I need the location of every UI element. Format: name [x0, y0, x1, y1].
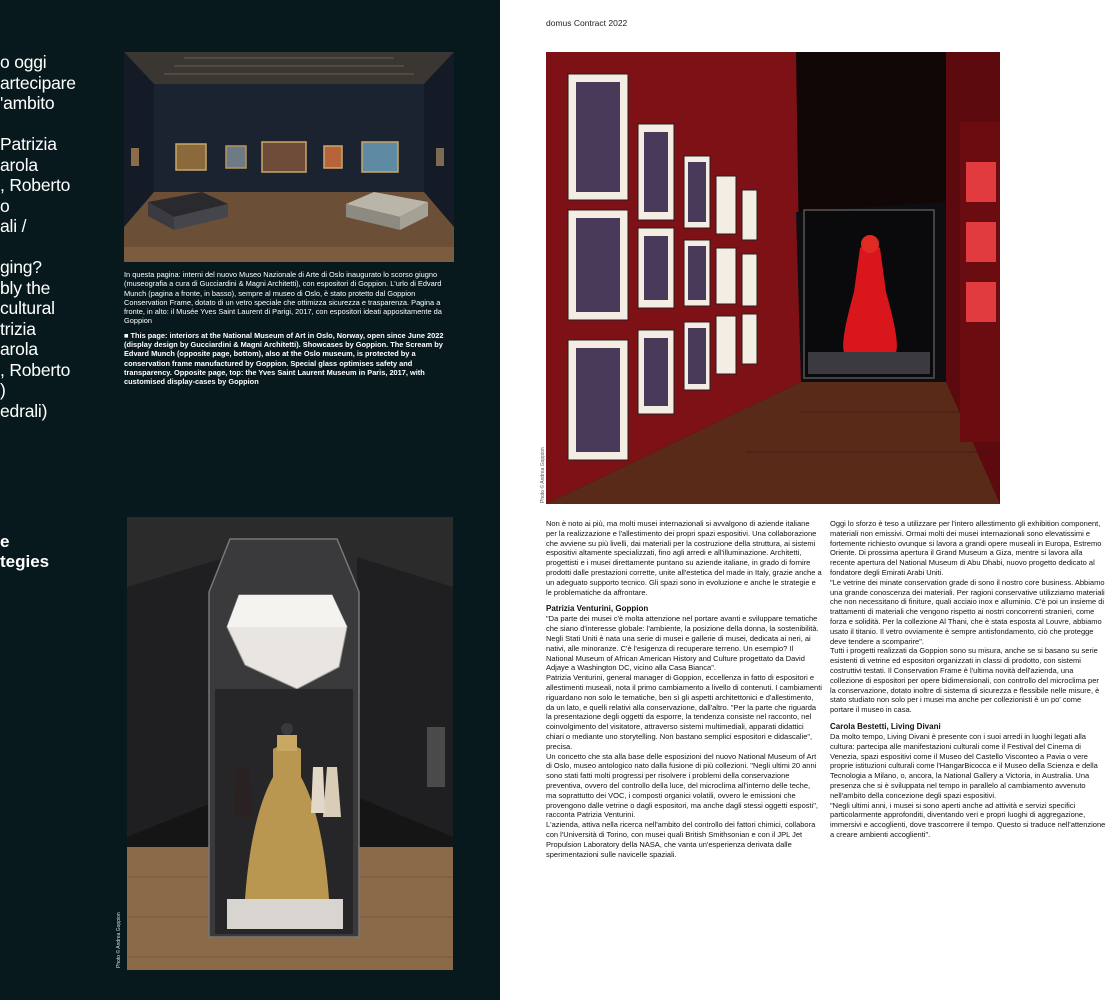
headline-line: artecipare: [0, 72, 76, 93]
headline-line: [0, 114, 110, 135]
body-paragraph: Un concetto che sta alla base delle esposizioni del nuovo National Museum of Art di Oslo, museo antologico nato dalla fusione di più collezioni. "Negli ultimi 20 anni sono stati fatti molti progressi per risolvere i problemi della conservazione preventiva, ovvero del controllo della luce, del microclima all'interno delle teche, ma soprattutto dei VOC, i composti organici volatili, ovvero le emissioni che provengono dalle vetrine o dagli espositori, ma anche dagli stessi oggetti esposti", racconta Patrizia Venturini.: [546, 751, 818, 820]
caption-english: ■ This page: interiors at the National Museum of Art in Oslo, Norway, open since June 2022 (display design by Gucciardini & Magni Architetti). Showcases by Goppion. The Scream by Edvard Munch (opposite page, bottom), also at the Oslo museum, is protected by a conservation frame manufactured by Goppion. Special glass optimises safety and transparency. Opposite page, top: the Yves Saint Laurent Museum in Paris, 2017, with customised display-cases by Goppion: [124, 330, 444, 387]
photo-caption: [124, 270, 454, 392]
strategies-heading: [0, 512, 110, 572]
caption-english-text: This page: interiors at the National Museum of Art in Oslo, Norway, open since June 2022 (display design by Gucciardini & Magni Architetti). Showcases by Goppion. The Scream by Edvard Munch (opposite page, bottom), also at the Oslo museum, is protected by a conservation frame manufactured by Goppion. Special glass optimises safety and transparency. Opposite page, top: the Yves Saint Laurent Museum in Paris, 2017, with customised display-cases by Goppion: [124, 330, 444, 387]
headline-line: 'ambito: [0, 93, 55, 113]
strategies-line: [0, 512, 110, 532]
photo-credit-left: Photo © Andrea Goppion: [116, 912, 122, 968]
body-paragraph: Da molto tempo, Living Divani è presente con i suoi arredi in luoghi legati alla cultura: partecipa alle manifestazioni culturali come il Festival del Cinema di Venezia, spazi espositivi come il Museo del Castello Visconteo a Pavia o vere proprie istituzioni culturali come l'HangarBicocca e il Museo della Scienza e della Tecnologia a Milano, o, ancora, la National Gallery a Victoria, in Australia. Una presenza che si è sviluppata nel tempo in parallelo al cambiamento avvenuto nell'ambito della concezione degli spazi espositivi.: [830, 731, 1098, 800]
body-paragraph: Non è noto ai più, ma molti musei internazionali si avvalgono di aziende italiane per la realizzazione e l'allestimento dei propri spazi espositivi. Una collaborazione che avviene su più livelli, dai materiali per la costruzione della struttura, ai sistemi espositivi altamente specializzati, fino agli arredi e all'illuminazione. Architetti, progettisti e i musei direttamente puntano su aziende italiane, in grado di fornire prodotti dalle prestazioni corrette, unite all'estetica del made in Italy, grazie anche a un adeguato supporto tecnico. Gli spazi sono in evoluzione e anche le strategie e le problematiche da affrontare.: [546, 519, 822, 597]
headline-line: edrali): [0, 400, 48, 421]
right-page: [500, 0, 1106, 1000]
headline-line: arola: [0, 339, 38, 359]
running-header: domus Contract 2022: [546, 18, 628, 28]
headline-text: [0, 52, 110, 421]
red-gallery-photo: [546, 52, 1000, 504]
section-heading: Patrizia Venturini, Goppion: [546, 604, 649, 614]
headline-line: cultural: [0, 298, 55, 318]
caption-italian: In questa pagina: interni del nuovo Museo Nazionale di Arte di Oslo inaugurato lo scorso giugno (museografia a cura di Gucciardini & Magni Architetti), con espositori di Goppion. L'urlo di Edvard Munch (pagina a fronte, in basso), sempre al museo di Oslo, è stato protetto dal Goppion Conservation Frame, dotato di un vetro speciale che ottimizza sicurezza e trasparenza. Pagina a fronte, in alto: il Musée Yves Saint Laurent di Parigi, 2017, con espositori ideati appositamente da Goppion: [124, 270, 442, 326]
showcase-photo: [127, 517, 453, 970]
body-paragraph: "Le vetrine dei minate conservation grade di sono il nostro core business. Abbiamo una grande conoscenza dei materiali. Per ragioni conservative utilizziamo materiali che non necessitano di finiture, quali acciaio inox e alluminio. C'è poi un insieme di trattamenti di materiali che vengono rispetto ai nostri concorrenti stranieri, come forza e solidità. Per la collezione Al Thani, che è stata esposta al Louvre, abbiamo usato il titanio. Il vetro ovviamente è sempre antisfondamento, ciò che protegge deve tendere a scomparire".: [830, 577, 1105, 646]
headline-line: bly the: [0, 277, 51, 298]
headline-line: , Roberto: [0, 359, 71, 380]
left-page: [0, 0, 500, 1000]
strategies-line: tegies: [0, 552, 50, 571]
headline-line: ging?: [0, 257, 42, 277]
headline-line: trizia: [0, 318, 36, 339]
body-paragraph: Patrizia Venturini, general manager di Goppion, eccellenza in fatto di espositori e allestimenti museali, nota il primo cambiamento a livello di contenuti. I cambiamenti riguardano non solo le tematiche, ben sì gli aspetti architettonici e d'allestimento, da un lato, e quelli relativi alla conservazione, dall'altro. "Per la parte che riguarda la presentazione degli oggetti da esporre, la tendenza consiste nel racconto, nel coinvolgimento del visitatore, attraverso sistemi multimediali, apparati didattici chiari o mediante uno storytelling. Non bastano semplici espositori e didascalie", precisa.: [546, 673, 822, 751]
headline-line: arola: [0, 154, 38, 175]
body-paragraph: L'azienda, attiva nella ricerca nell'ambito del controllo dei fattori chimici, collabora con l'Università di Torino, con musei quali British Smithsonian e con il JPL Jet Propulsion Laboratory della NASA, che vanta un'esperienza derivata dalle sperimentazioni sulle navicelle spaziali.: [546, 820, 816, 859]
article-column-2: [830, 519, 1106, 840]
headline-line: Patrizia: [0, 134, 57, 154]
headline-line: [0, 237, 110, 258]
strategies-line: e: [0, 532, 10, 551]
headline-line: ali /: [0, 216, 27, 236]
body-paragraph: "Negli ultimi anni, i musei si sono aperti anche ad attività e servizi specifici particolarmente approfonditi, diventando veri e propri luoghi di aggregazione, immersivi e accoglienti, dove trascorrere il tempo. Questo si traduce nell'attenzione a creare ambienti accoglienti".: [830, 800, 1106, 839]
section-heading: Carola Bestetti, Living Divani: [830, 721, 941, 731]
headline-line: o oggi: [0, 52, 47, 72]
body-paragraph: Tutti i progetti realizzati da Goppion sono su misura, anche se si basano su serie esistenti di vetrine ed espositori organizzati in classi di prodotto, con sistemi costruttivi testati. Il Conservation Frame è l'ultima novità dell'azienda, una collezione di espositori per opere bidimensionali, con controllo del microclima per la conservazione, dotato inoltre di sistema di sicurezza e flessibile nelle misure, è stato studiato non solo per i musei ma anche per collezionisti è un po' come portare il museo in casa.: [830, 646, 1100, 715]
body-paragraph: Oggi lo sforzo è teso a utilizzare per l'intero allestimento gli exhibition component, materiali non emissivi. Ormai molti dei musei internazionali sono elevatissimi e fortemente richiesto ovunque si lavora a grandi opere museali in Europa, Estremo Oriente. Di prossima apertura il Grand Museum a Giza, mentre si lavora alla recente apertura del National Museum di Abu Dhabi, nuovo progetto dedicato al fondatore degli Emirati Arabi Uniti.: [830, 519, 1102, 577]
headline-line: ): [0, 380, 6, 400]
headline-line: o: [0, 195, 10, 216]
headline-line: , Roberto: [0, 175, 71, 195]
gallery-photo: [124, 52, 454, 262]
photo-credit-right: Photo © Andrea Goppion: [540, 447, 546, 503]
article-column-1: [546, 519, 822, 859]
body-paragraph: "Da parte dei musei c'è molta attenzione nel portare avanti e sviluppare tematiche che siano d'interesse globale: l'ambiente, la posizione della donna, la sostenibilità. Negli Stati Uniti è nata una serie di musei e gallerie di musei, dedicata ai neri, ai nativi, alle minoranze. C'è l'esigenza di recuperare terreno. Un esempio? Il National Museum of African American History and Culture progettato da David Adjaye a Washington DC, vicino alla Casa Bianca".: [546, 614, 819, 673]
